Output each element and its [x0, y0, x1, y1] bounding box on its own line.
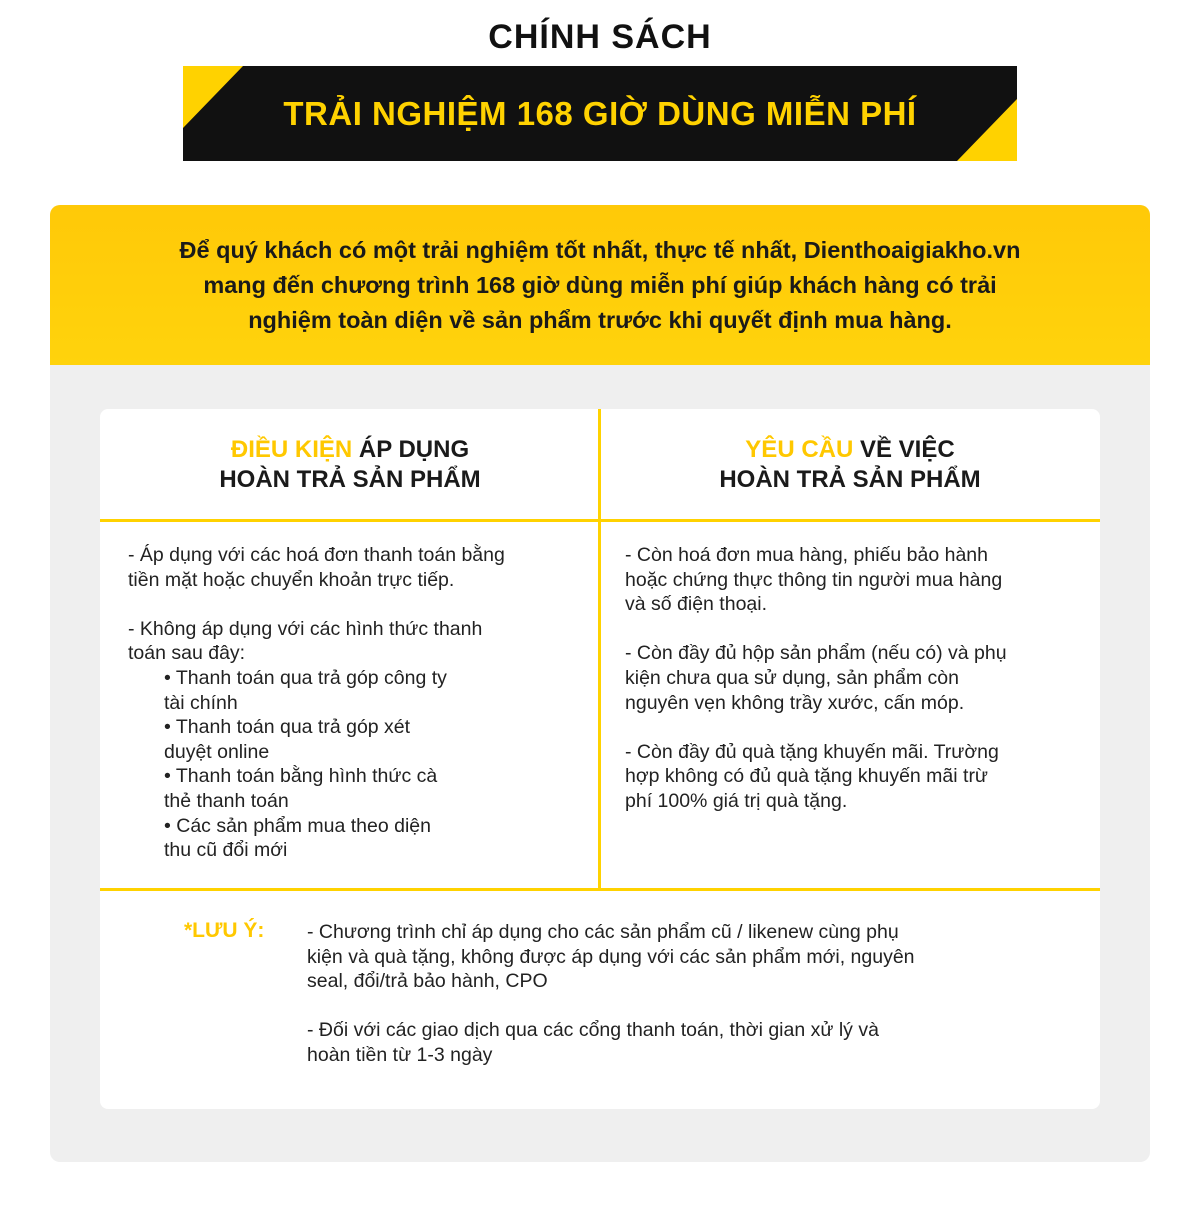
text-line: nguyên vẹn không trầy xước, cấn móp.: [625, 691, 965, 714]
text-line: và số điện thoại.: [625, 593, 768, 616]
text-line: hoàn tiền từ 1-3 ngày: [307, 1043, 493, 1066]
conditions-list: [128, 543, 578, 863]
text-line: - Chương trình chỉ áp dụng cho các sản phẩm cũ / likenew cùng phụ: [307, 921, 899, 943]
bullet-line: thu cũ đổi mới: [164, 839, 288, 862]
intro-line: mang đến chương trình 168 giờ dùng miễn phí giúp khách hàng có trải: [203, 271, 997, 298]
condition-item: [128, 617, 578, 863]
heading-line: HOÀN TRẢ SẢN PHẨM: [719, 466, 981, 493]
header-divider: [100, 519, 1100, 522]
bullet-line: • Thanh toán qua trả góp công ty: [164, 666, 447, 689]
text-line: - Áp dụng với các hoá đơn thanh toán bằng: [128, 544, 505, 566]
bullet-line: • Các sản phẩm mua theo diện: [164, 814, 431, 837]
text-line: tiền mặt hoặc chuyển khoản trực tiếp.: [128, 568, 455, 591]
text-line: kiện chưa qua sử dụng, sản phẩm còn: [625, 666, 959, 689]
policy-card: [50, 205, 1150, 1162]
text-line: - Còn hoá đơn mua hàng, phiếu bảo hành: [625, 544, 988, 566]
note-item: [307, 920, 1037, 994]
note-list: [307, 920, 1037, 1092]
heading-line: HOÀN TRẢ SẢN PHẨM: [219, 466, 481, 493]
note-label: *LƯU Ý:: [184, 919, 265, 942]
bullet-line: thẻ thanh toán: [164, 789, 289, 812]
requirements-list: [625, 543, 1085, 838]
intro-line: nghiệm toàn diện về sản phẩm trước khi quyết định mua hàng.: [248, 306, 952, 333]
text-line: - Còn đầy đủ hộp sản phẩm (nếu có) và phụ: [625, 642, 1007, 665]
title-banner: [183, 66, 1017, 161]
text-line: hoặc chứng thực thông tin người mua hàng: [625, 568, 1003, 591]
intro-text: [180, 233, 1021, 338]
banner-title: TRẢI NGHIỆM 168 GIỜ DÙNG MIỄN PHÍ: [283, 94, 917, 132]
intro-box: [50, 205, 1150, 365]
requirement-item: [625, 740, 1085, 814]
bullet-line: • Thanh toán qua trả góp xét: [164, 716, 411, 739]
text-line: - Không áp dụng với các hình thức thanh: [128, 617, 483, 640]
bullet-line: duyệt online: [164, 740, 270, 763]
heading-text: ÁP DỤNG: [352, 436, 470, 463]
intro-line: Để quý khách có một trải nghiệm tốt nhất, thực tế nhất, Dienthoaigiakho.vn: [179, 236, 1021, 263]
text-line: kiện và quà tặng, không được áp dụng với các sản phẩm mới, nguyên: [307, 945, 915, 968]
note-divider: [100, 888, 1100, 891]
heading-text: VỀ VIỆC: [853, 436, 955, 463]
bullet-line: • Thanh toán bằng hình thức cà: [164, 765, 438, 788]
requirement-item: [625, 543, 1085, 617]
text-line: - Còn đầy đủ quà tặng khuyến mãi. Trường: [625, 740, 999, 763]
text-line: hợp không có đủ quà tặng khuyến mãi trừ: [625, 765, 988, 788]
conditions-panel: [100, 409, 1100, 1109]
requirement-item: [625, 641, 1085, 715]
note-item: [307, 1018, 1037, 1067]
conditions-heading: [100, 435, 600, 495]
text-line: - Đối với các giao dịch qua các cổng thanh toán, thời gian xử lý và: [307, 1019, 879, 1042]
requirements-heading: [600, 435, 1100, 495]
text-line: phí 100% giá trị quà tặng.: [625, 789, 848, 812]
heading-highlight: ĐIỀU KIỆN: [230, 436, 353, 463]
text-line: toán sau đây:: [128, 642, 246, 665]
page-title: CHÍNH SÁCH: [488, 18, 712, 56]
bullet-line: tài chính: [164, 691, 238, 714]
condition-item: [128, 543, 578, 592]
text-line: seal, đổi/trả bảo hành, CPO: [307, 970, 548, 993]
heading-highlight: YÊU CẦU: [745, 436, 854, 463]
